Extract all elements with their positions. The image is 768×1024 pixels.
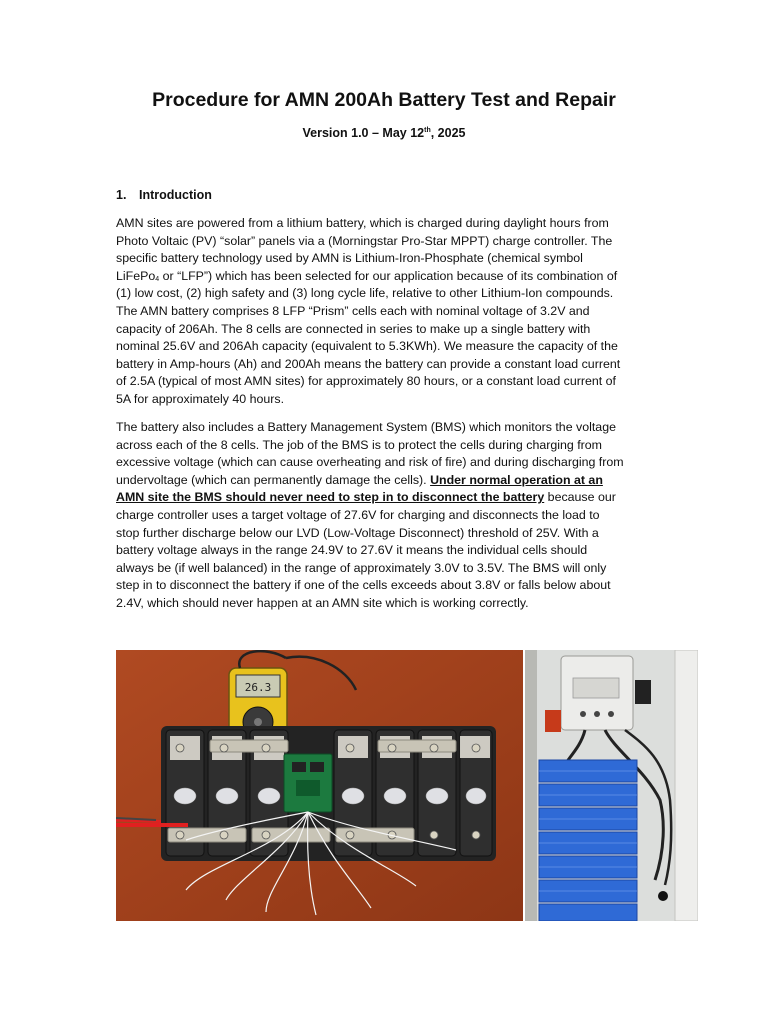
text-line: The battery also includes a Battery Management System (BMS) which monitors the voltage xyxy=(116,420,616,434)
text-line: step in to disconnect the battery if one of the cells exceeds about 3.8V or falls below about xyxy=(116,578,611,593)
text-line: 5A for approximately 40 hours. xyxy=(116,391,285,406)
chemical-subscript: 4 xyxy=(155,275,160,283)
emphasis-text: AMN site the BMS should never need to step in to disconnect the battery xyxy=(116,490,545,505)
intro-paragraph-1 xyxy=(116,215,676,409)
text-line xyxy=(116,472,676,490)
text-line xyxy=(116,489,676,507)
text-line: battery in Amp-hours (Ah) and 200Ah means the battery can provide a constant load current xyxy=(116,356,621,371)
battery-cells-illustration xyxy=(116,650,523,921)
enclosure-photo xyxy=(525,650,698,921)
version-year: , 2025 xyxy=(430,126,466,140)
text-line: stop further discharge below our LVD (Low-Voltage Disconnect) threshold of 25V. With a xyxy=(116,525,599,540)
text-line: of 2.5A (typical of most AMN sites) for approximately 80 hours, or a constant load current of xyxy=(116,374,616,389)
chemical-symbol: LiFePo xyxy=(116,268,156,283)
version-line xyxy=(0,126,768,140)
battery-stack-icon xyxy=(539,760,637,921)
text-line: AMN sites are powered from a lithium battery, which is charged during daylight hours from xyxy=(116,216,609,230)
emphasis-text: Under normal operation at an xyxy=(430,472,603,487)
charge-controller-icon xyxy=(561,656,633,730)
text-line xyxy=(116,268,676,286)
enclosure-illustration xyxy=(525,650,698,921)
multimeter-reading: 26.3 xyxy=(244,681,272,694)
text-fragment: because our xyxy=(544,490,616,505)
text-line: 2.4V, which should never happen at an AMN site which is working correctly. xyxy=(116,595,529,610)
section-number: 1. xyxy=(116,188,127,202)
text-fragment: undervoltage (which can permanently damage the cells). xyxy=(116,472,431,487)
text-line: capacity of 206Ah. The 8 cells are connected in series to make up a single battery with xyxy=(116,321,591,336)
text-line: battery voltage always in the range 24.9V to 27.6V it means the individual cells should xyxy=(116,543,588,558)
text-line: charge controller uses a target voltage of 27.6V for charging and disconnects the load to xyxy=(116,507,600,522)
text-line: specific battery technology used by AMN is Lithium-Iron-Phosphate (chemical symbol xyxy=(116,251,583,266)
text-line: across each of the 8 cells. The job of the BMS is to protect the cells during charging from xyxy=(116,437,603,452)
bms-board-icon xyxy=(284,754,332,812)
version-text: Version 1.0 – May 12 xyxy=(302,126,425,140)
page-title: Procedure for AMN 200Ah Battery Test and Repair xyxy=(152,89,616,111)
text-line: nominal 25.6V and 206Ah capacity (equivalent to 5.3KWh). We measure the capacity of the xyxy=(116,339,618,354)
section-title: Introduction xyxy=(139,188,212,202)
text-line: The AMN battery comprises 8 LFP “Prism” cells each with nominal voltage of 3.2V and xyxy=(116,303,590,318)
text-line: Photo Voltaic (PV) “solar” panels via a (Morningstar Pro-Star MPPT) charge controller. The xyxy=(116,233,613,248)
intro-paragraph-2 xyxy=(116,419,676,613)
battery-cells-photo xyxy=(116,650,523,921)
section-heading xyxy=(116,188,212,202)
text-line: excessive voltage (which can cause overheating and risk of fire) and during discharging from xyxy=(116,455,624,470)
text-fragment: or “LFP”) which has been selected for our application because of its combination of xyxy=(159,268,618,283)
version-ordinal: th xyxy=(424,126,431,134)
text-line: always be (if well balanced) in the range of approximately 3.0V to 3.5V. The BMS will only xyxy=(116,560,607,575)
text-line: (1) low cost, (2) high safety and (3) long cycle life, relative to other Lithium-Ion compounds. xyxy=(116,286,614,301)
